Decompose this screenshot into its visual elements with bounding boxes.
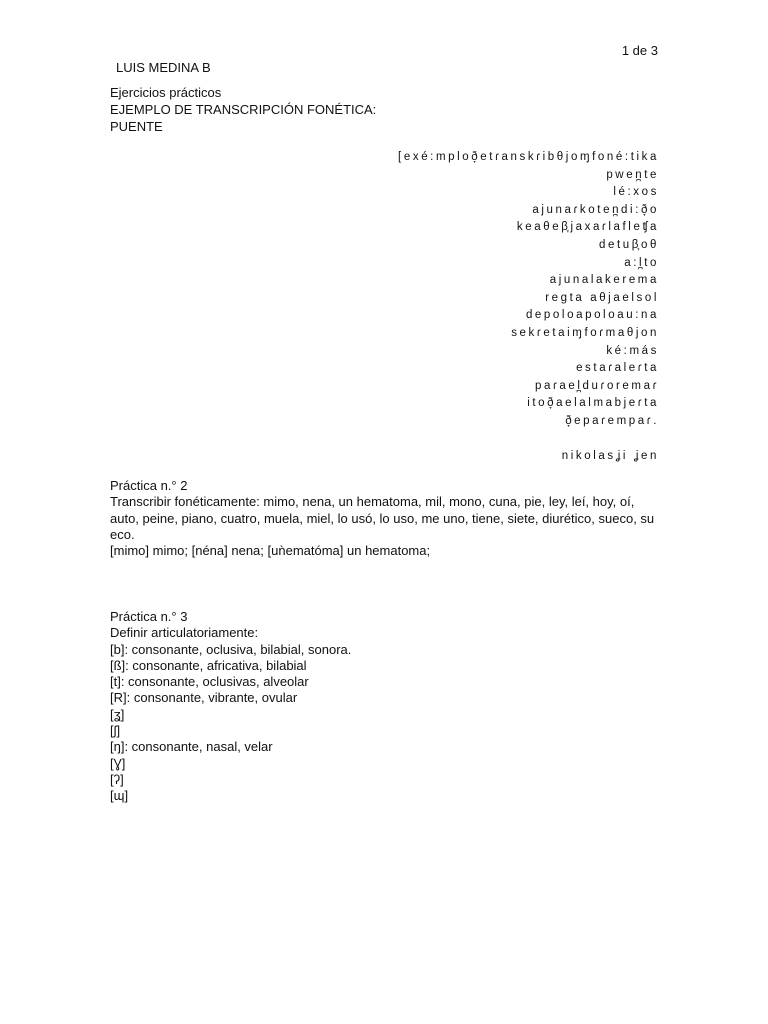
transcription-line: pwen̪te xyxy=(606,168,659,181)
list-item: [ʃ] xyxy=(110,723,121,739)
page-number: 1 de 3 xyxy=(621,43,658,58)
practice-3-subtitle: Definir articulatoriamente: xyxy=(110,625,259,641)
transcription-line: itoð̞aelalmabjeɾta xyxy=(527,397,659,410)
intro-heading xyxy=(110,84,376,135)
transcription-signature: nikolasʝi ʝen xyxy=(561,449,659,462)
list-item: [Ɣ] xyxy=(110,755,126,771)
transcription-line: ké:más xyxy=(606,344,659,357)
list-item: [ß]: consonante, africativa, bilabial xyxy=(110,657,307,673)
transcription-line: ajunaɾkoten̪di:ð̞o xyxy=(532,203,659,216)
transcription-line: a:l̪to xyxy=(624,256,659,269)
practice-2-section xyxy=(110,478,658,559)
author-name: LUIS MEDINA B xyxy=(116,60,211,75)
transcription-line: lé:xos xyxy=(613,186,659,199)
exercises-label: Ejercicios prácticos xyxy=(110,85,222,100)
transcription-line: sekɾetaiɱfoɾmaθjon xyxy=(511,326,659,339)
list-item: [ʔ] xyxy=(110,771,124,787)
transcription-line: depoloapoloau:na xyxy=(525,309,659,322)
practice-3-title: Práctica n.° 3 xyxy=(110,609,188,624)
transcription-line: estaɾaleɾta xyxy=(576,362,659,375)
transcription-line: [exé:mploð̞etɾanskɾibθjoɱfoné:tika xyxy=(398,151,659,163)
transcription-line: ð̞epaɾempaɾ. xyxy=(565,414,659,427)
transcription-line: paɾael̪duɾoremaɾ xyxy=(534,379,659,392)
practice-2-instructions: Transcribir fonéticamente: mimo, nena, un hematoma, mil, mono, cuna, pie, ley, leí, hoy, oí, auto, peine, piano, cuatro, muela, miel, lo usó, lo uso, me uno, tiene, siete, diurético, sueco, su eco. xyxy=(110,494,655,542)
list-item: [ɰ] xyxy=(110,788,129,804)
practice-2-title: Práctica n.° 2 xyxy=(110,478,188,493)
example-heading: EJEMPLO DE TRANSCRIPCIÓN FONÉTICA: xyxy=(110,102,377,117)
transcription-line: detuβ̞oθ xyxy=(599,238,659,251)
list-item: [ŋ]: consonante, nasal, velar xyxy=(110,739,273,755)
list-item: [t]: consonante, oclusivas, alveolar xyxy=(110,674,309,690)
transcription-line: keaθeβ̞jaxaɾlafleʧa xyxy=(516,221,659,234)
list-item: [b]: consonante, oclusiva, bilabial, sonora. xyxy=(110,641,352,657)
transcription-line: ajunalakerema xyxy=(549,274,659,287)
transcription-line: regta aθjaelsol xyxy=(545,291,659,304)
phonetic-transcription xyxy=(398,149,659,465)
practice-2-answers: [mimo] mimo; [néna] nena; [uǹematóma] un hematoma; xyxy=(110,543,431,559)
example-word: PUENTE xyxy=(110,119,163,134)
spacer xyxy=(398,431,659,448)
list-item: [R]: consonante, vibrante, ovular xyxy=(110,690,298,706)
practice-3-section xyxy=(110,609,658,805)
list-item: [ʓ] xyxy=(110,706,125,722)
